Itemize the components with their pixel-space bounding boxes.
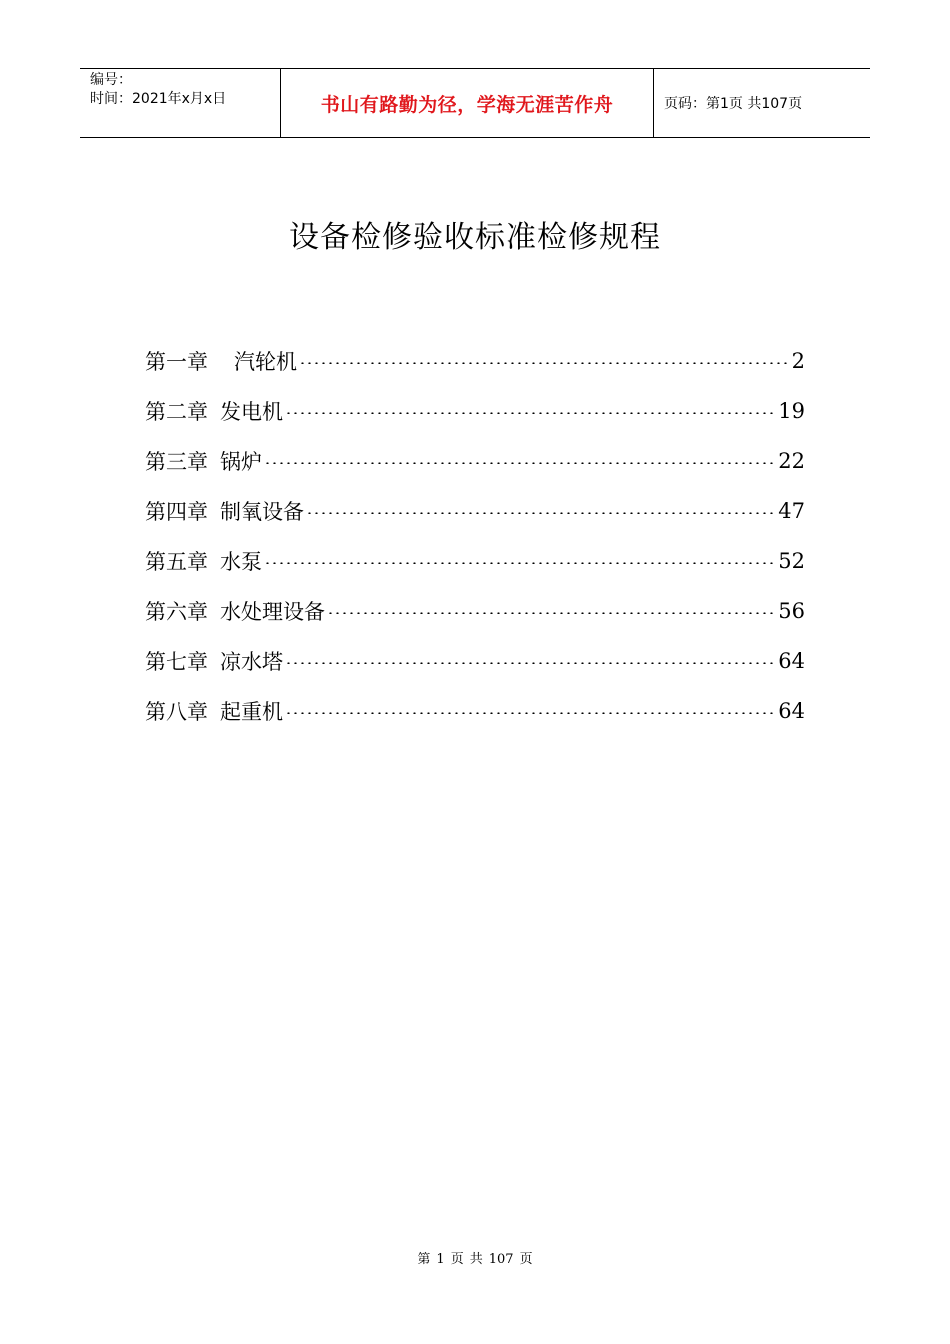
toc-page-number: 52 [778,549,805,573]
toc-chapter: 第五章 [145,550,208,574]
footer-ye2: 页 [519,1252,533,1267]
motto-text: 书山有路勤为径，学海无涯苦作舟 [320,93,614,116]
toc-page-number: 22 [778,449,805,473]
header-page-cell [654,69,870,137]
table-of-contents [145,336,805,736]
footer-ye: 页 [450,1252,464,1267]
header-motto-cell [281,69,654,137]
toc-leader-dots [327,612,776,614]
toc-row-4[interactable] [145,486,805,536]
toc-leader-dots [299,362,790,364]
toc-chapter: 第六章 [145,600,208,624]
toc-chapter-name: 凉水塔 [220,650,283,674]
toc-leader-dots [285,412,776,414]
toc-leader-dots [285,712,776,714]
toc-chapter: 第三章 [145,450,208,474]
page-footer [0,1248,950,1267]
toc-chapter: 第七章 [145,650,208,674]
number-label: 编号： [90,72,132,88]
toc-row-2[interactable] [145,386,805,436]
header-table [80,68,870,138]
toc-chapter-name: 水处理设备 [220,600,325,624]
toc-chapter: 第八章 [145,700,208,724]
toc-chapter: 第一章 [145,350,208,374]
toc-leader-dots [285,662,776,664]
toc-page-number: 47 [778,499,805,523]
toc-leader-dots [306,512,776,514]
time-label: 时间：2021年x月x日 [90,91,227,107]
document-title: 设备检修验收标准检修规程 [289,220,661,255]
footer-gong: 共 [469,1252,483,1267]
toc-chapter: 第二章 [145,400,208,424]
page-info: 页码：第1页 共107页 [664,96,803,112]
toc-page-number: 56 [778,599,805,623]
toc-chapter-name: 水泵 [220,550,262,574]
toc-chapter-name: 汽轮机 [234,350,297,374]
toc-chapter-name: 锅炉 [220,450,262,474]
toc-chapter: 第四章 [145,500,208,524]
toc-row-8[interactable] [145,686,805,736]
toc-row-1[interactable] [145,336,805,386]
toc-page-number: 64 [778,699,805,723]
toc-row-6[interactable] [145,586,805,636]
toc-page-number: 64 [778,649,805,673]
toc-row-3[interactable] [145,436,805,486]
footer-page-number: 1 [436,1252,445,1267]
toc-chapter-name: 起重机 [220,700,283,724]
toc-chapter-name: 制氧设备 [220,500,304,524]
toc-row-7[interactable] [145,636,805,686]
footer-di: 第 [417,1252,431,1267]
footer-total-pages: 107 [488,1252,514,1267]
toc-chapter-name: 发电机 [220,400,283,424]
toc-leader-dots [264,562,776,564]
header-left-cell [80,69,281,137]
toc-page-number: 19 [778,399,805,423]
toc-row-5[interactable] [145,536,805,586]
toc-leader-dots [264,462,776,464]
toc-page-number: 2 [791,349,805,373]
